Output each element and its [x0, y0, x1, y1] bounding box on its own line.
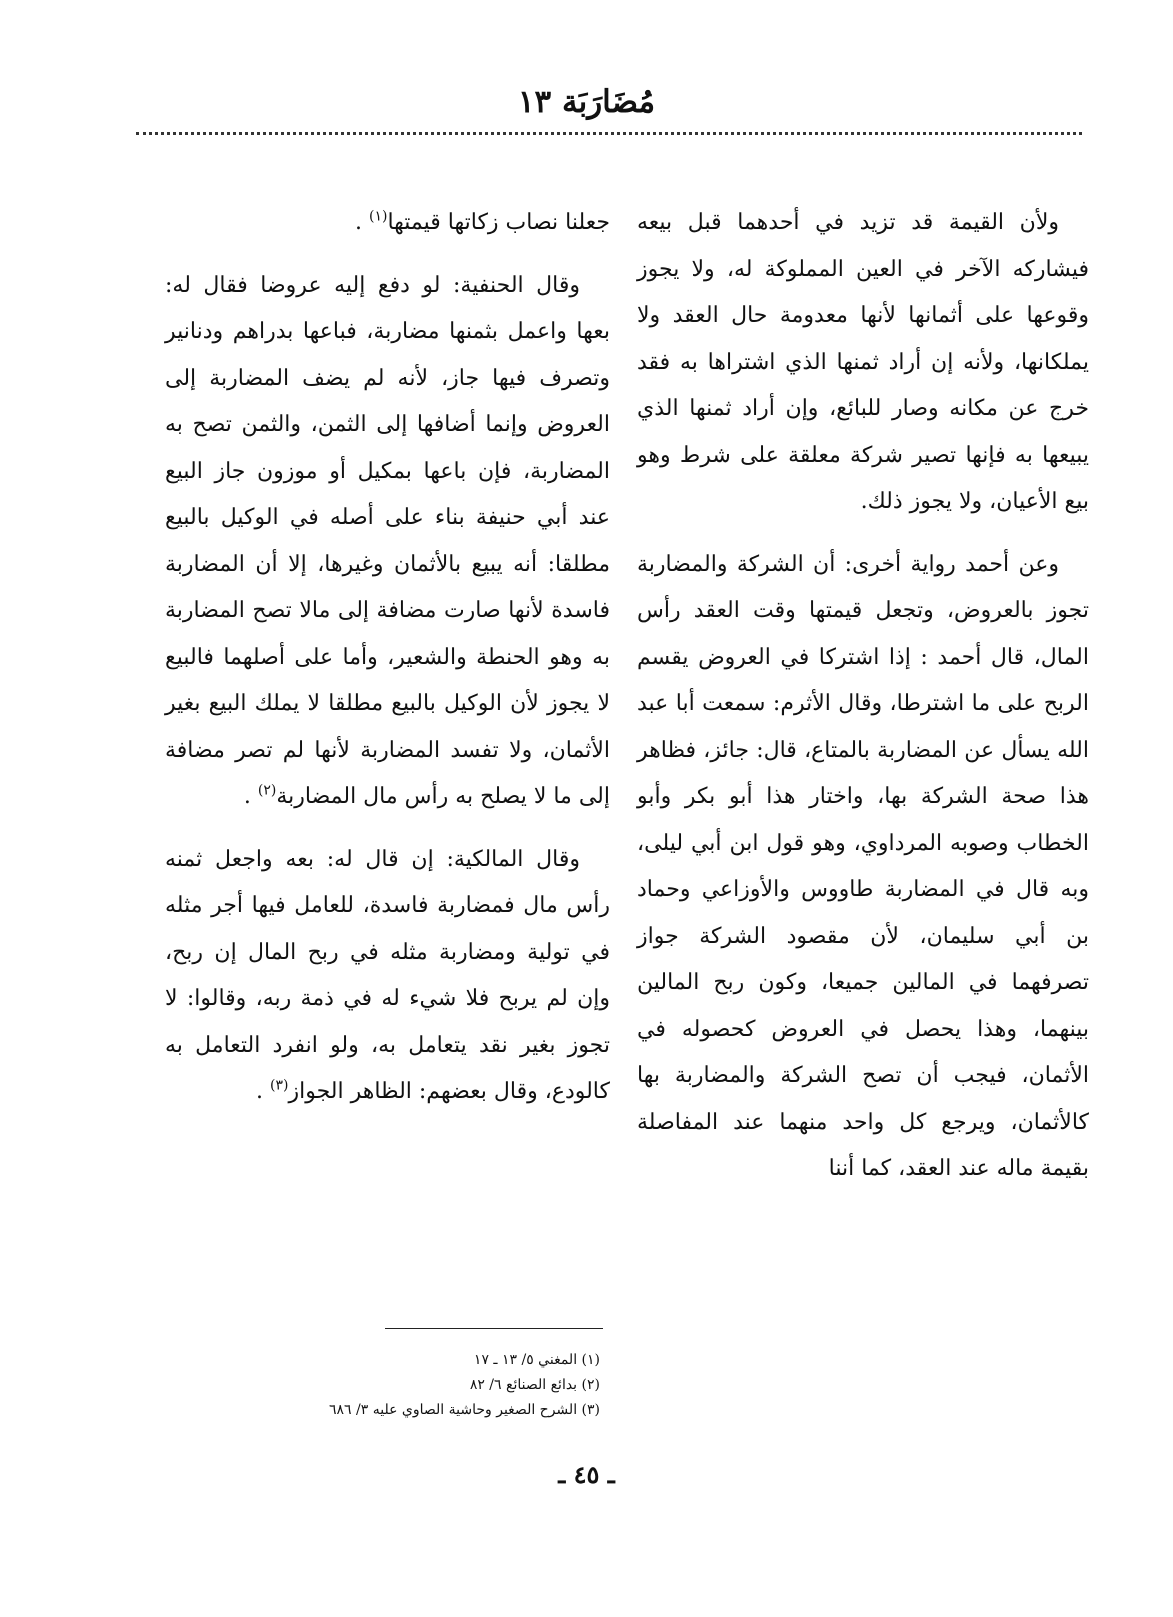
paragraph: ولأن القيمة قد تزيد في أحدهما قبل بيعه فيشاركه الآخر في العين المملوكة له، ولا يجوز وقوعها على أثمانها لأنها معدومة حال العقد ولا يملكانها، ولأنه إن أراد ثمنها الذي اشتراها به فقد خرج عن مكانه وصار للبائع، وإن أراد ثمنها الذي يبيعها به فإنها تصير شركة معلقة على شرط وهو بيع الأعيان، ولا يجوز ذلك. [637, 210, 1089, 514]
footnotes [260, 1348, 600, 1423]
paragraph-text: وقال المالكية: إن قال له: بعه واجعل ثمنه رأس مال فمضاربة فاسدة، للعامل فيها أجر مثله في تولية ومضاربة مثله في ربح المال إن ربح، وإن لم يربح فلا شيء له في ذمة ربه، وقالوا: لا تجوز بغير نقد يتعامل به، ولو انفرد التعامل به كالودع، وقال بعضهم: الظاهر الجواز [165, 846, 610, 1104]
footnote-reference: (٢) [257, 782, 277, 799]
paragraph-end: . [256, 1079, 271, 1104]
left-column [165, 200, 610, 1116]
right-column [637, 200, 1089, 1193]
dotted-header-divider [136, 132, 1082, 135]
footnote: (٢) بدائع الصنائع ٦/ ٨٢ [469, 1377, 600, 1393]
paragraph [165, 200, 610, 247]
paragraph-text: جعلنا نصاب زكاتها قيمتها [387, 210, 610, 235]
paragraph [165, 837, 610, 1116]
footnote-reference: (٣) [270, 1077, 289, 1094]
paragraph: وعن أحمد رواية أخرى: أن الشركة والمضاربة تجوز بالعروض، وتجعل قيمتها وقت العقد رأس المال، قال أحمد : إذا اشتركا في العروض يقسم الربح على ما اشترطا، وقال الأثرم: سمعت أبا عبد الله يسأل عن المضاربة بالمتاع، قال: جائز، فظاهر هذا صحة الشركة بها، واختار هذا أبو بكر وأبو الخطاب وصوبه المرداوي، وهو قول ابن أبي ليلى، وبه قال في المضاربة طاووس والأوزاعي وحماد بن أبي سليمان، لأن مقصود الشركة جواز تصرفهما في المالين جميعا، وكون ربح المالين بينهما، وهذا يحصل في العروض كحصوله في الأثمان، فيجب أن تصح الشركة والمضاربة بها كالأثمان، ويرجع كل واحد منهما عند المفاصلة بقيمة ماله عند العقد، كما أننا [637, 551, 1089, 1181]
footnote-reference: (١) [368, 208, 388, 225]
page-number: ـ ٤٥ ـ [558, 1460, 615, 1489]
paragraph-end: . [354, 210, 369, 235]
paragraph [165, 263, 610, 821]
paragraph-end: . [243, 784, 258, 809]
page-title: مُضَارَبَة ١٣ [517, 84, 656, 120]
paragraph-text: وقال الحنفية: لو دفع إليه عروضا فقال له: بعها واعمل بثمنها مضاربة، فباعها بدراهم ودنانير وتصرف فيها جاز، لأنه لم يضف المضاربة إلى العروض وإنما أضافها إلى الثمن، والثمن تصح به المضاربة، فإن باعها بمكيل أو موزون جاز البيع عند أبي حنيفة بناء على أصله في الوكيل بالبيع مطلقا: أنه يبيع بالأثمان وغيرها، إلا أن المضاربة فاسدة لأنها صارت مضافة إلى مالا تصح المضاربة به وهو الحنطة والشعير، وأما على أصلهما فالبيع لا يجوز لأن الوكيل بالبيع مطلقا لا يملك البيع بغير الأثمان، ولا تفسد المضاربة لأنها لم تصر مضافة إلى ما لا يصلح به رأس مال المضاربة [165, 272, 610, 809]
footnote: (٣) الشرح الصغير وحاشية الصاوي عليه ٣/ ٦٨٦ [329, 1402, 600, 1418]
footnote: (١) المغني ٥/ ١٣ ـ ١٧ [473, 1352, 600, 1368]
footnote-divider [385, 1328, 603, 1329]
